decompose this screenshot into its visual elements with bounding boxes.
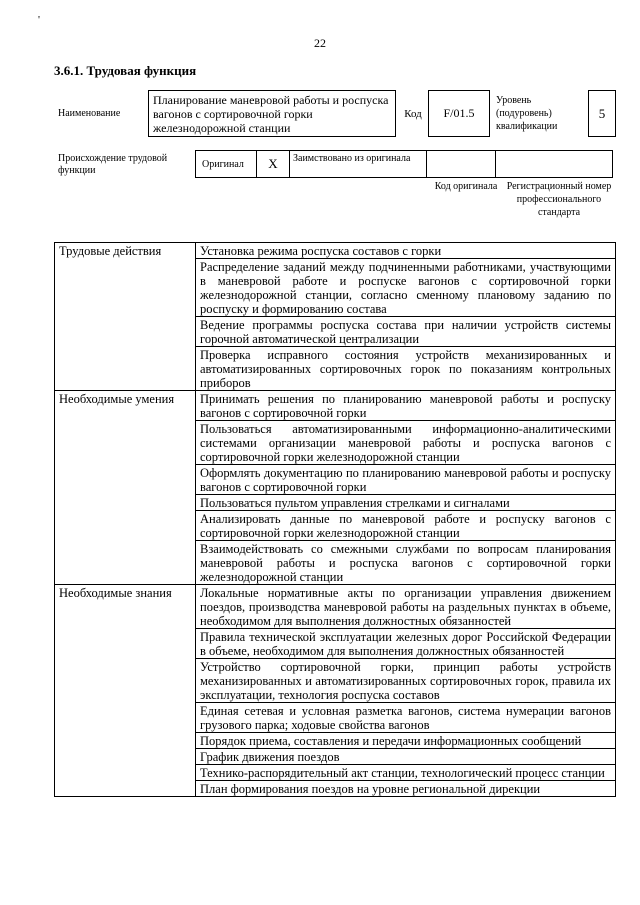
table-cell: Оформлять документацию по планированию маневровой работы и роспуску вагонов с сортировочной горки — [196, 465, 616, 495]
code-label: Код — [404, 107, 422, 120]
qualification-level-label: Уровень (подуровень) квалификации — [496, 95, 558, 132]
table-cell: Единая сетевая и условная разметка вагонов, система нумерации вагонов грузового парка; ходовые свойства вагонов — [196, 703, 616, 733]
table-cell: Ведение программы роспуска состава при наличии устройств системы горочной автоматической централизации — [196, 317, 616, 347]
table-cell: Пользоваться пультом управления стрелками и сигналами — [196, 495, 616, 511]
table-row — [55, 585, 616, 629]
table-cell: Технико-распорядительный акт станции, технологический процесс станции — [196, 765, 616, 781]
qualification-level-box: 5 — [588, 90, 616, 137]
origin-row — [196, 150, 616, 178]
table-cell: Проверка исправного состояния устройств механизированных и автоматизированных сортировочных горок по показаниям контрольных приборов — [196, 347, 616, 391]
function-name-box: Планирование маневровой работы и роспуска вагонов с сортировочной горки железнодорожной станции — [148, 90, 396, 137]
page-number: 22 — [314, 36, 326, 50]
labor-function-table — [54, 242, 616, 797]
origin-label: Происхождение трудовой функции — [58, 153, 168, 176]
section-header: Необходимые умения — [55, 391, 196, 585]
table-cell: Пользоваться автоматизированными информационно-аналитическими системами организации маневровой работы и роспуска вагонов с сортировочной горки железнодорожной станции — [196, 421, 616, 465]
corner-mark: ' — [38, 14, 40, 26]
table-cell: Принимать решения по планированию маневровой работы и роспуску вагонов с сортировочной горки — [196, 391, 616, 421]
table-row — [55, 391, 616, 421]
section-header: Трудовые действия — [55, 243, 196, 391]
table-row — [55, 243, 616, 259]
table-cell: Порядок приема, составления и передачи информационных сообщений — [196, 733, 616, 749]
table-cell: Устройство сортировочной горки, принцип работы устройств механизированных и автоматизированных сортировочных горок, правила их эксплуатации, технология роспуска составов — [196, 659, 616, 703]
caption-origin-code: Код оригинала — [434, 181, 498, 192]
original-label: Оригинал — [195, 150, 257, 178]
table-cell: Локальные нормативные акты по организации управления движением поездов, производства маневровой работы на раздельных пунктах в объеме, необходимом для выполнения должностных обязанностей — [196, 585, 616, 629]
table-cell: Анализировать данные по маневровой работе и роспуску вагонов с сортировочной горки железнодорожной станции — [196, 511, 616, 541]
section-header: Необходимые знания — [55, 585, 196, 797]
registration-number-cell — [495, 150, 613, 178]
name-label: Наименование — [58, 108, 121, 119]
table-cell: Правила технической эксплуатации железных дорог Российской Федерации в объеме, необходимом для выполнения должностных обязанностей — [196, 629, 616, 659]
table-cell: График движения поездов — [196, 749, 616, 765]
borrowed-label: Заимствовано из оригинала — [289, 150, 427, 178]
code-value-box: F/01.5 — [428, 90, 490, 137]
original-mark: X — [256, 150, 290, 178]
table-cell: Установка режима роспуска составов с горки — [196, 243, 616, 259]
caption-registration-number: Регистрационный номер профессионального стандарта — [506, 181, 612, 218]
table-cell: Взаимодействовать со смежными службами по вопросам планирования маневровой работы и роспуска вагонов с сортировочной горки железнодорожной станции — [196, 541, 616, 585]
origin-code-cell — [426, 150, 496, 178]
section-title: 3.6.1. Трудовая функция — [54, 63, 197, 78]
table-cell: Распределение заданий между подчиненными работниками, участвующими в маневровой работе и роспуске вагонов с сортировочной горки железнодорожной станции, согласно сменному плановому заданию по роспуску и формированию состава — [196, 259, 616, 317]
table-cell: План формирования поездов на уровне региональной дирекции — [196, 781, 616, 797]
